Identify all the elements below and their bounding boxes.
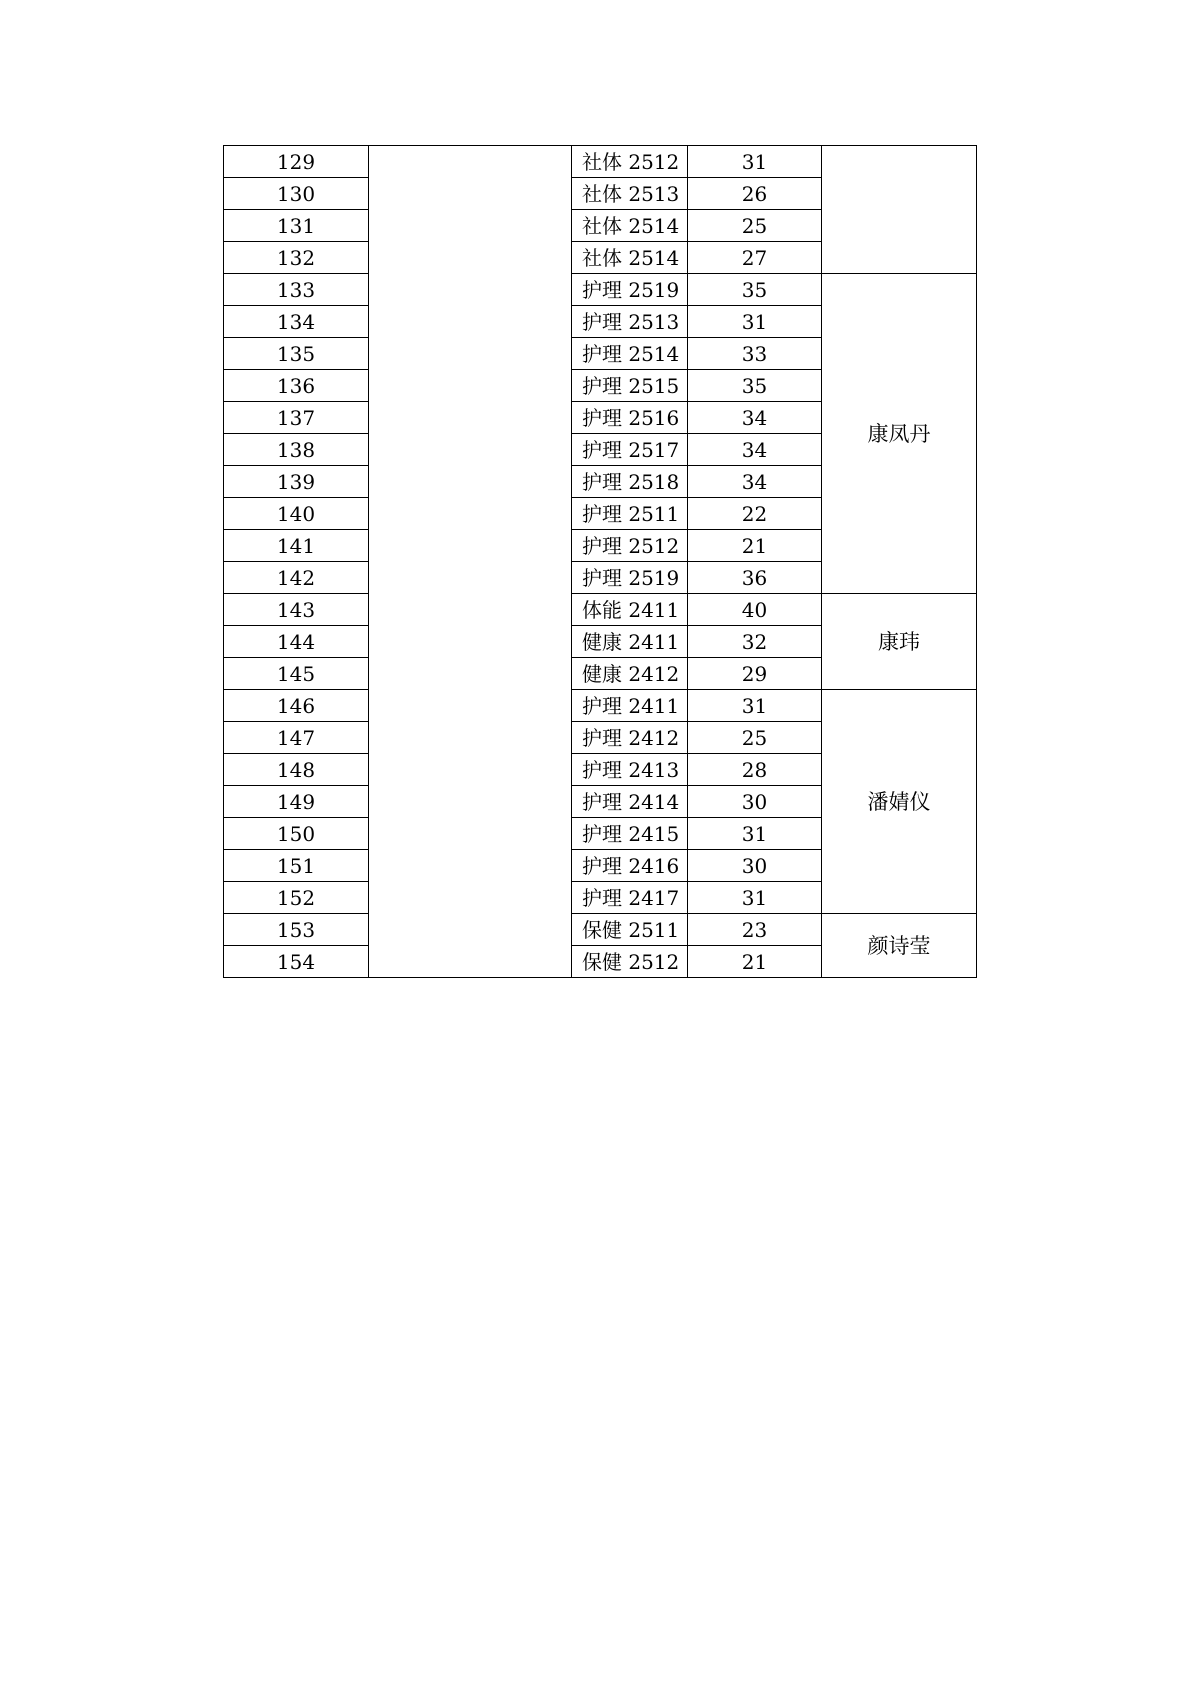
class-name-cell: 护理 2513: [572, 306, 688, 338]
teacher-cell: 颜诗莹: [822, 914, 977, 978]
student-count-cell: 36: [688, 562, 822, 594]
row-number-cell: 151: [224, 850, 369, 882]
class-name-cell: 社体 2514: [572, 210, 688, 242]
class-name-cell: 保健 2511: [572, 914, 688, 946]
class-name-cell: 保健 2512: [572, 946, 688, 978]
class-name-cell: 护理 2516: [572, 402, 688, 434]
table-row: [224, 914, 977, 946]
row-number-cell: 150: [224, 818, 369, 850]
teacher-cell: 潘婧仪: [822, 690, 977, 914]
class-name-cell: 护理 2416: [572, 850, 688, 882]
student-count-cell: 28: [688, 754, 822, 786]
row-number-cell: 154: [224, 946, 369, 978]
student-count-cell: 23: [688, 914, 822, 946]
class-name-cell: 护理 2415: [572, 818, 688, 850]
class-name-cell: 社体 2514: [572, 242, 688, 274]
student-count-cell: 35: [688, 370, 822, 402]
row-number-cell: 152: [224, 882, 369, 914]
class-name-cell: 护理 2519: [572, 274, 688, 306]
row-number-cell: 134: [224, 306, 369, 338]
row-number-cell: 138: [224, 434, 369, 466]
row-number-cell: 132: [224, 242, 369, 274]
row-number-cell: 135: [224, 338, 369, 370]
class-name-cell: 健康 2411: [572, 626, 688, 658]
student-count-cell: 29: [688, 658, 822, 690]
class-name-cell: 护理 2514: [572, 338, 688, 370]
student-count-cell: 35: [688, 274, 822, 306]
row-number-cell: 140: [224, 498, 369, 530]
row-number-cell: 136: [224, 370, 369, 402]
class-name-cell: 护理 2517: [572, 434, 688, 466]
student-count-cell: 31: [688, 818, 822, 850]
class-roster-body: [224, 146, 977, 978]
row-number-cell: 137: [224, 402, 369, 434]
class-name-cell: 护理 2515: [572, 370, 688, 402]
class-name-cell: 护理 2411: [572, 690, 688, 722]
class-name-cell: 护理 2519: [572, 562, 688, 594]
teacher-cell: 康凤丹: [822, 274, 977, 594]
row-number-cell: 133: [224, 274, 369, 306]
student-count-cell: 31: [688, 882, 822, 914]
student-count-cell: 40: [688, 594, 822, 626]
row-number-cell: 141: [224, 530, 369, 562]
row-number-cell: 131: [224, 210, 369, 242]
class-roster-table: [223, 145, 977, 978]
table-row: [224, 274, 977, 306]
class-name-cell: 护理 2512: [572, 530, 688, 562]
row-number-cell: 139: [224, 466, 369, 498]
class-name-cell: 护理 2518: [572, 466, 688, 498]
class-name-cell: 护理 2417: [572, 882, 688, 914]
student-count-cell: 25: [688, 210, 822, 242]
row-number-cell: 143: [224, 594, 369, 626]
row-number-cell: 148: [224, 754, 369, 786]
student-count-cell: 22: [688, 498, 822, 530]
student-count-cell: 34: [688, 466, 822, 498]
class-name-cell: 护理 2414: [572, 786, 688, 818]
row-number-cell: 130: [224, 178, 369, 210]
class-name-cell: 健康 2412: [572, 658, 688, 690]
row-number-cell: 147: [224, 722, 369, 754]
row-number-cell: 144: [224, 626, 369, 658]
row-number-cell: 146: [224, 690, 369, 722]
row-number-cell: 153: [224, 914, 369, 946]
row-number-cell: 145: [224, 658, 369, 690]
table-row: [224, 690, 977, 722]
row-number-cell: 142: [224, 562, 369, 594]
teacher-cell: 康玮: [822, 594, 977, 690]
student-count-cell: 25: [688, 722, 822, 754]
student-count-cell: 30: [688, 850, 822, 882]
table-row: [224, 146, 977, 178]
teacher-cell: [822, 146, 977, 274]
row-number-cell: 129: [224, 146, 369, 178]
student-count-cell: 34: [688, 434, 822, 466]
student-count-cell: 33: [688, 338, 822, 370]
student-count-cell: 31: [688, 690, 822, 722]
class-name-cell: 护理 2412: [572, 722, 688, 754]
class-name-cell: 社体 2512: [572, 146, 688, 178]
class-name-cell: 护理 2511: [572, 498, 688, 530]
student-count-cell: 31: [688, 306, 822, 338]
student-count-cell: 21: [688, 530, 822, 562]
class-name-cell: 护理 2413: [572, 754, 688, 786]
student-count-cell: 30: [688, 786, 822, 818]
student-count-cell: 27: [688, 242, 822, 274]
class-name-cell: 社体 2513: [572, 178, 688, 210]
student-count-cell: 31: [688, 146, 822, 178]
student-count-cell: 32: [688, 626, 822, 658]
class-name-cell: 体能 2411: [572, 594, 688, 626]
student-count-cell: 34: [688, 402, 822, 434]
row-number-cell: 149: [224, 786, 369, 818]
merged-empty-cell: [369, 146, 572, 978]
student-count-cell: 21: [688, 946, 822, 978]
table-row: [224, 594, 977, 626]
student-count-cell: 26: [688, 178, 822, 210]
